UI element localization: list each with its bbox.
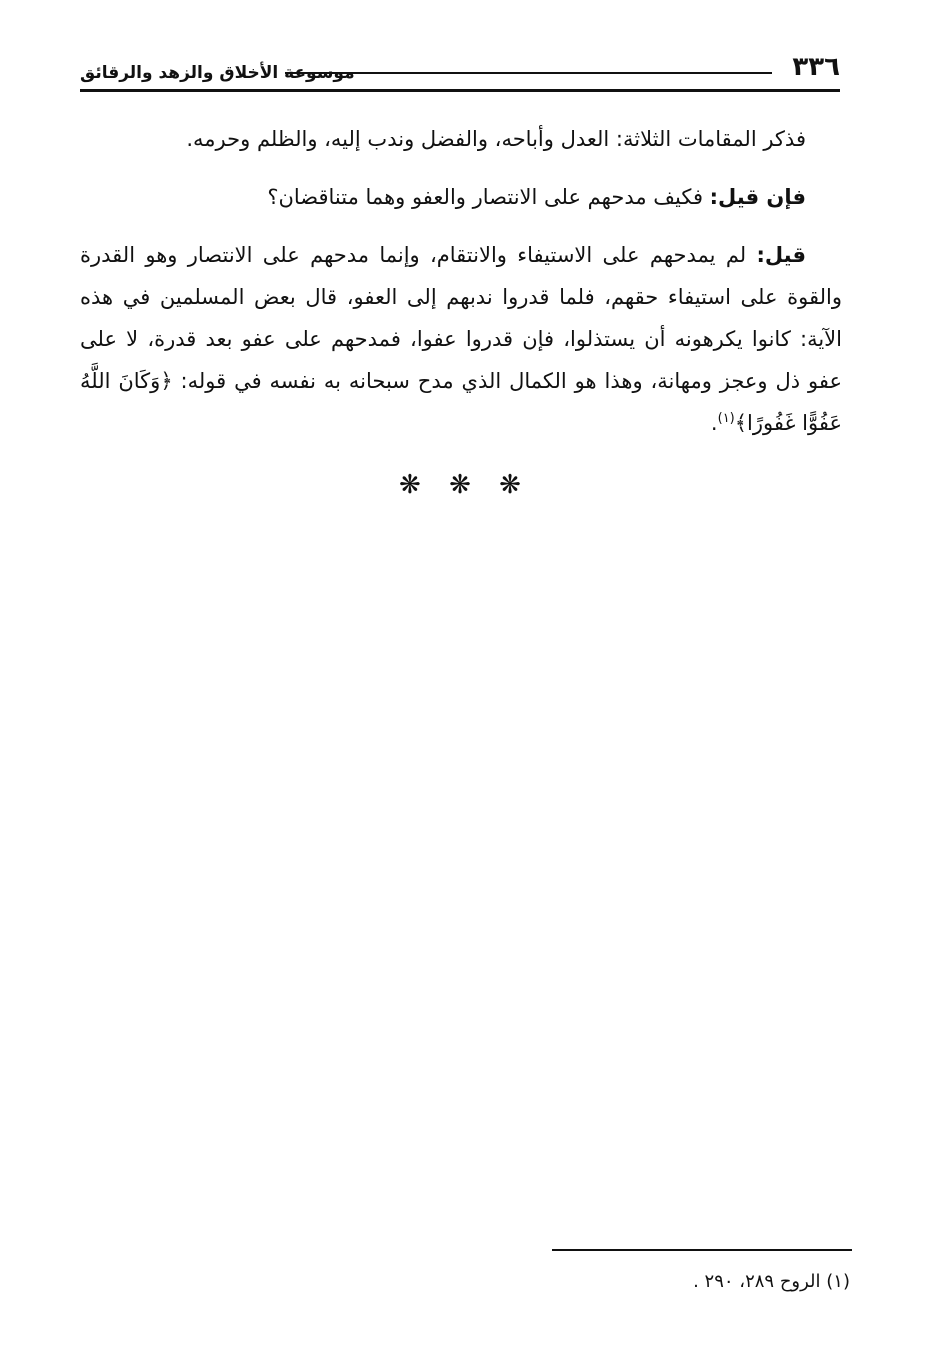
paragraph-1 [80,118,842,160]
header-rule [80,89,840,92]
paragraph-2-lead: فإن قيل: [709,185,806,209]
paragraph-3 [80,234,842,444]
main-text [80,118,842,460]
section-separator: ❋ ❋ ❋ [399,470,531,500]
paragraph-3-text: لم يمدحهم على الاستيفاء والانتقام، وإنما مدحهم على الانتصار وهو القدرة والقوة على استيفاء حقهم، فلما قدروا ندبهم إلى العفو، قال بعض المسلمين في هذه الآية: كانوا يكرهونه أن يستذلوا، فإن قدروا عفوا، فمدحهم على عفو بعد قدرة، لا على عفو ذل وعجز ومهانة، وهذا هو الكمال الذي مدح سبحانه به نفسه في قوله: [80,243,842,393]
header-dash-line [285,72,772,74]
paragraph-3-end: . [710,411,718,435]
footnote-marker: (١) [717,411,735,426]
quran-verse: ﴿وَكَانَ اللَّهُ عَفُوًّا غَفُورًا﴾ [80,369,842,435]
paragraph-2-text: فكيف مدحهم على الانتصار والعفو وهما متناقضان؟ [267,185,710,209]
page-number: ٣٣٦ [792,52,840,82]
page-header [80,52,840,92]
running-title: موسوعة الأخلاق والزهد والرقائق [80,63,355,83]
footnote-rule [552,1249,852,1251]
paragraph-2 [80,176,842,218]
paragraph-3-lead: قيل: [756,243,806,267]
paragraph-1-text: فذكر المقامات الثلاثة: العدل وأباحه، والفضل وندب إليه، والظلم وحرمه. [186,127,806,151]
footnote: (١) الروح ٢٨٩، ٢٩٠ . [693,1271,850,1292]
